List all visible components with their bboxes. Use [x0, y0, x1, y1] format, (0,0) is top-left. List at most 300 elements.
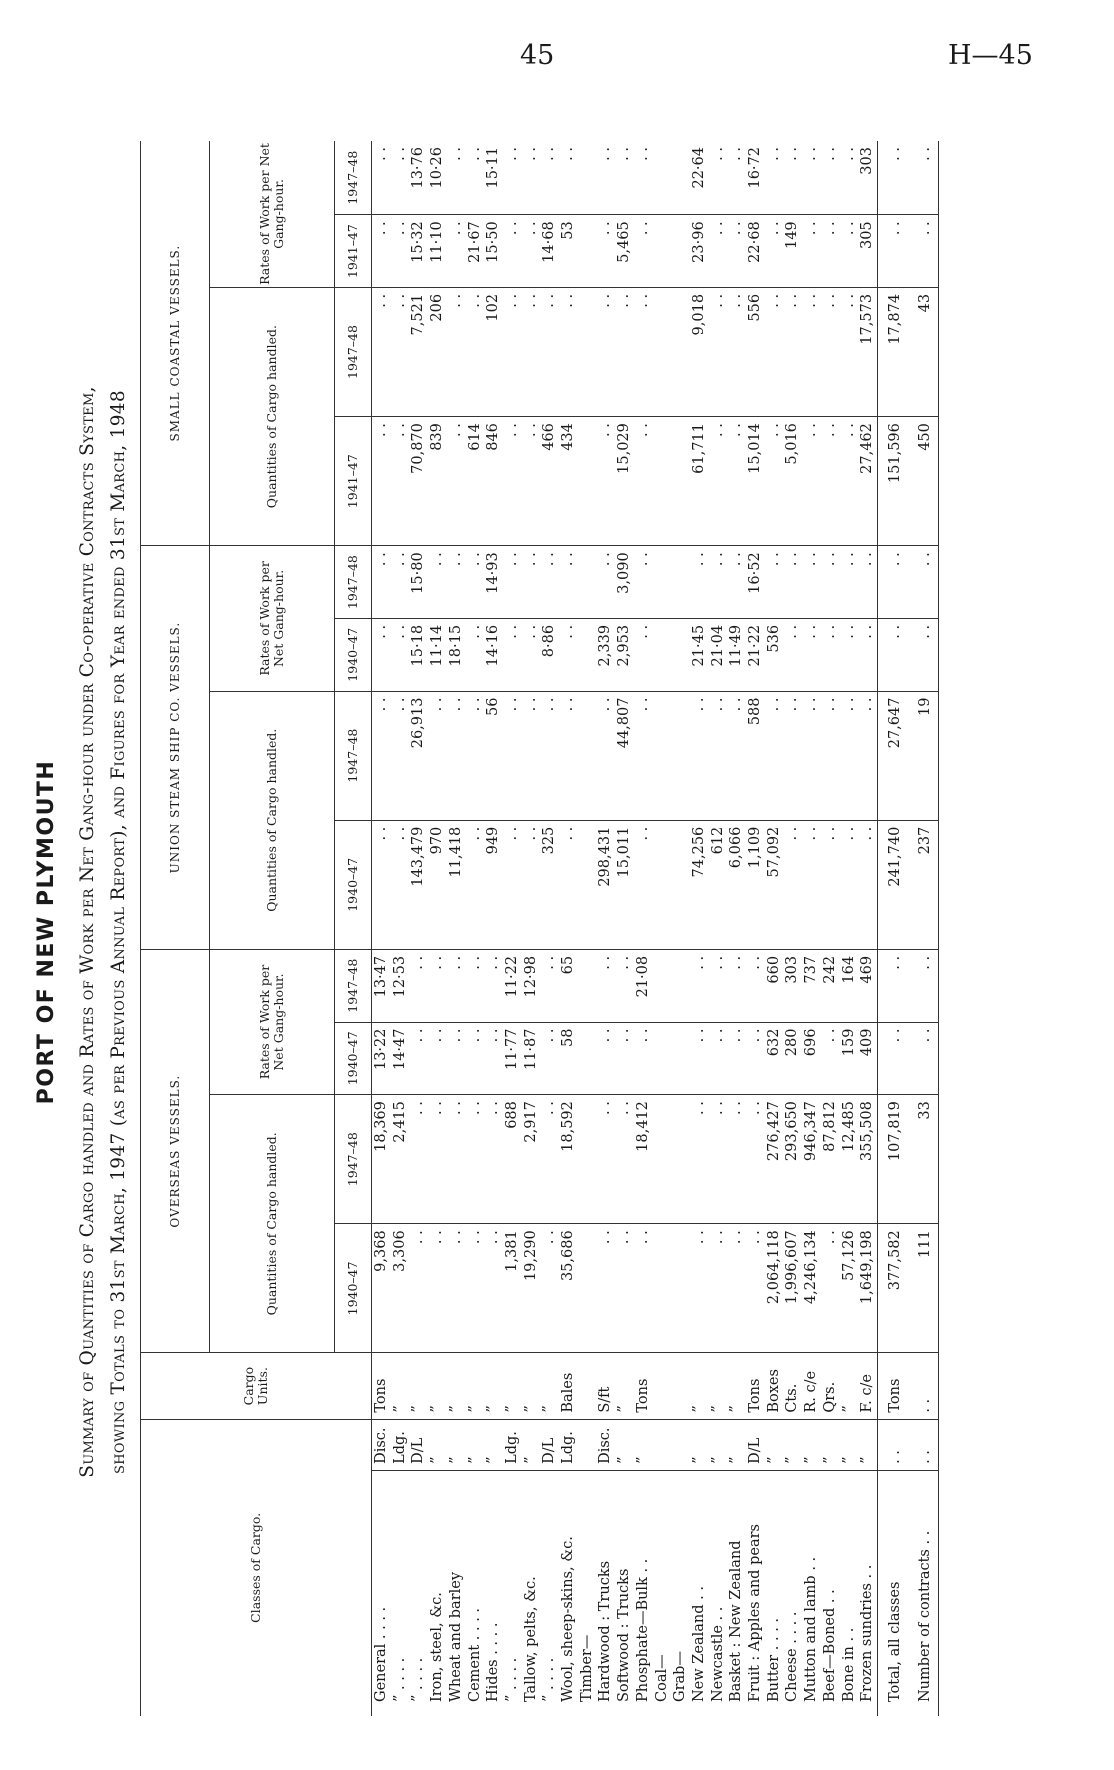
value-cell: . .	[503, 141, 522, 215]
value-cell: 469	[858, 949, 877, 1022]
value-cell	[653, 141, 672, 215]
value-cell: . .	[428, 691, 447, 820]
page-number: 45	[520, 40, 555, 71]
value-cell: . .	[466, 1095, 485, 1224]
value-cell: 70,870	[409, 417, 428, 546]
value-cell: . .	[540, 1095, 559, 1224]
value-cell: . .	[877, 215, 912, 288]
value-cell: 21·04	[709, 618, 728, 691]
value-cell: . .	[503, 546, 522, 619]
value-cell: 1,649,198	[858, 1224, 877, 1353]
value-cell: 12·53	[391, 949, 410, 1022]
value-cell: 14·47	[391, 1022, 410, 1095]
value-cell: . .	[634, 618, 653, 691]
value-cell: . .	[522, 287, 541, 416]
table-row	[409, 141, 428, 1716]
value-cell: . .	[447, 1224, 466, 1353]
value-cell: . .	[840, 546, 859, 619]
value-cell: 846	[484, 417, 503, 546]
value-cell: . .	[372, 618, 391, 691]
value-cell: . .	[690, 949, 709, 1022]
cargo-unit-cell	[653, 1353, 672, 1419]
value-cell: . .	[709, 141, 728, 215]
table-row	[690, 141, 709, 1716]
value-cell: 18,412	[634, 1095, 653, 1224]
cargo-unit-cell: ”	[391, 1353, 410, 1419]
value-cell: . .	[634, 1022, 653, 1095]
value-cell: . .	[821, 820, 840, 949]
value-cell: 23·96	[690, 215, 709, 288]
value-cell: . .	[615, 949, 634, 1022]
value-cell: . .	[428, 949, 447, 1022]
value-cell: 11·14	[428, 618, 447, 691]
value-cell	[578, 287, 597, 416]
value-cell: . .	[466, 618, 485, 691]
value-cell: 2,953	[615, 618, 634, 691]
operation-cell: D/L	[746, 1419, 765, 1470]
value-cell: . .	[503, 618, 522, 691]
table-row	[634, 141, 653, 1716]
operation-cell: ”	[522, 1419, 541, 1470]
value-cell	[671, 691, 690, 820]
value-cell: . .	[447, 1022, 466, 1095]
value-cell: 11·77	[503, 1022, 522, 1095]
value-cell: . .	[727, 287, 746, 416]
value-cell: 102	[484, 287, 503, 416]
year-header: 1940–47	[335, 618, 372, 691]
value-cell: . .	[802, 215, 821, 288]
value-cell: . .	[634, 546, 653, 619]
value-cell: . .	[746, 949, 765, 1022]
value-cell: . .	[821, 215, 840, 288]
quantities-header: Quantities of Cargo handled.	[210, 287, 335, 545]
table-row	[503, 141, 522, 1716]
page-title: PORT OF NEW PLYMOUTH	[34, 759, 59, 1105]
year-header: 1947–48	[335, 141, 372, 215]
table-row	[765, 141, 784, 1716]
cargo-unit-cell: Cts.	[783, 1353, 802, 1419]
value-cell: . .	[522, 141, 541, 215]
value-cell	[653, 949, 672, 1022]
value-cell: 10·26	[428, 141, 447, 215]
value-cell: 1,109	[746, 820, 765, 949]
table-row	[671, 141, 690, 1716]
value-cell	[578, 215, 597, 288]
value-cell: 946,347	[802, 1095, 821, 1224]
value-cell: . .	[466, 691, 485, 820]
value-cell: 27,462	[858, 417, 877, 546]
table-row	[578, 141, 597, 1716]
rates-header: Rates of Work per Net Gang-hour.	[210, 949, 335, 1094]
cargo-class-cell: Timber—	[578, 1634, 595, 1702]
value-cell: 4,246,134	[802, 1224, 821, 1353]
value-cell: . .	[596, 546, 615, 619]
value-cell: . .	[912, 1022, 939, 1095]
rates-header: Rates of Work per Net Gang-hour.	[210, 546, 335, 691]
value-cell: . .	[709, 417, 728, 546]
value-cell: . .	[447, 691, 466, 820]
cargo-class-cell: Wool, sheep-skins, &c.	[560, 1536, 577, 1702]
union-vessels-header: UNION STEAM SHIP CO. VESSELS.	[141, 546, 210, 950]
value-cell	[578, 546, 597, 619]
value-cell: 18·15	[447, 618, 466, 691]
cargo-unit-cell: ”	[709, 1353, 728, 1419]
value-cell: . .	[727, 949, 746, 1022]
value-cell: . .	[522, 215, 541, 288]
value-cell: 688	[503, 1095, 522, 1224]
value-cell: . .	[503, 820, 522, 949]
cargo-unit-cell: S/ft	[596, 1353, 615, 1419]
value-cell: . .	[615, 141, 634, 215]
cargo-unit-cell: Tons	[877, 1353, 912, 1419]
value-cell: 6,066	[727, 820, 746, 949]
value-cell: . .	[466, 949, 485, 1022]
value-cell: . .	[840, 618, 859, 691]
operation-cell: ”	[821, 1419, 840, 1470]
value-cell: . .	[765, 546, 784, 619]
value-cell: . .	[840, 141, 859, 215]
value-cell: . .	[522, 618, 541, 691]
value-cell: 33	[912, 1095, 939, 1224]
value-cell: . .	[540, 1224, 559, 1353]
cargo-class-cell: ” . . . .	[410, 1657, 427, 1702]
cargo-units-header: Cargo Units.	[141, 1353, 372, 1419]
cargo-class-cell: General . . . .	[373, 1606, 389, 1702]
value-cell: 58	[559, 1022, 578, 1095]
value-cell: 15,011	[615, 820, 634, 949]
table-caption	[72, 112, 134, 1752]
value-cell: 237	[912, 820, 939, 949]
value-cell: . .	[858, 820, 877, 949]
value-cell: . .	[840, 820, 859, 949]
value-cell: . .	[821, 287, 840, 416]
value-cell: . .	[372, 287, 391, 416]
cargo-class-cell: Coal—	[653, 1654, 670, 1702]
table-row	[802, 141, 821, 1716]
value-cell: . .	[484, 1022, 503, 1095]
cargo-unit-cell: ”	[484, 1353, 503, 1419]
value-cell: . .	[690, 1224, 709, 1353]
value-cell: 22·68	[746, 215, 765, 288]
table-row	[428, 141, 447, 1716]
classes-of-cargo-header: Classes of Cargo.	[141, 1419, 372, 1716]
value-cell	[653, 1022, 672, 1095]
value-cell: . .	[615, 1095, 634, 1224]
value-cell: . .	[409, 1095, 428, 1224]
cargo-class-cell: Butter . . . .	[765, 1617, 782, 1702]
value-cell	[671, 1022, 690, 1095]
value-cell: . .	[727, 141, 746, 215]
year-header: 1941–47	[335, 417, 372, 546]
value-cell: . .	[746, 1095, 765, 1224]
value-cell: 970	[428, 820, 447, 949]
value-cell	[578, 1095, 597, 1224]
operation-cell: ”	[690, 1419, 709, 1470]
table-row	[783, 141, 802, 1716]
value-cell: . .	[765, 287, 784, 416]
year-header: 1940–47	[335, 1022, 372, 1095]
value-cell	[578, 820, 597, 949]
value-cell: 57,126	[840, 1224, 859, 1353]
value-cell	[653, 287, 672, 416]
year-header: 1947–48	[335, 1095, 372, 1224]
value-cell: . .	[391, 820, 410, 949]
cargo-class-cell: Phosphate—Bulk . .	[634, 1558, 651, 1702]
cargo-unit-cell: Boxes	[765, 1353, 784, 1419]
value-cell: 159	[840, 1022, 859, 1095]
cargo-summary-table	[140, 141, 939, 1716]
operation-cell: ”	[634, 1419, 653, 1470]
cargo-unit-cell	[578, 1353, 597, 1419]
value-cell: 280	[783, 1022, 802, 1095]
value-cell	[671, 949, 690, 1022]
value-cell: 11·87	[522, 1022, 541, 1095]
value-cell: 737	[802, 949, 821, 1022]
value-cell: 660	[765, 949, 784, 1022]
value-cell: 107,819	[877, 1095, 912, 1224]
value-cell: . .	[709, 215, 728, 288]
value-cell: . .	[821, 618, 840, 691]
value-cell: 2,339	[596, 618, 615, 691]
value-cell: 11,418	[447, 820, 466, 949]
value-cell: 11·10	[428, 215, 447, 288]
value-cell: . .	[690, 546, 709, 619]
table-row	[840, 141, 859, 1716]
cargo-unit-cell: ”	[503, 1353, 522, 1419]
value-cell: 298,431	[596, 820, 615, 949]
cargo-unit-cell: ”	[690, 1353, 709, 1419]
value-cell: . .	[783, 141, 802, 215]
value-cell: 5,465	[615, 215, 634, 288]
value-cell: . .	[727, 417, 746, 546]
cargo-class-cell: Cement . . . .	[466, 1607, 483, 1702]
value-cell: . .	[372, 546, 391, 619]
cargo-unit-cell: Tons	[372, 1353, 391, 1419]
value-cell: . .	[428, 546, 447, 619]
value-cell: . .	[559, 546, 578, 619]
value-cell: 536	[765, 618, 784, 691]
value-cell: 15·50	[484, 215, 503, 288]
value-cell: . .	[690, 1095, 709, 1224]
value-cell: 13·22	[372, 1022, 391, 1095]
value-cell: 206	[428, 287, 447, 416]
value-cell: . .	[559, 820, 578, 949]
value-cell: 612	[709, 820, 728, 949]
total-row	[877, 141, 912, 1716]
value-cell: . .	[709, 1095, 728, 1224]
value-cell: . .	[765, 141, 784, 215]
value-cell: . .	[783, 287, 802, 416]
cargo-class-cell: Mutton and lamb . .	[803, 1556, 820, 1702]
table-row	[746, 141, 765, 1716]
value-cell: . .	[821, 1224, 840, 1353]
value-cell: . .	[877, 546, 912, 619]
value-cell: . .	[391, 141, 410, 215]
contracts-row	[912, 141, 939, 1716]
value-cell: 17,874	[877, 287, 912, 416]
cargo-class-cell: Total, all classes	[877, 1470, 912, 1716]
value-cell	[671, 417, 690, 546]
value-cell: 164	[840, 949, 859, 1022]
cargo-class-cell: Frozen sundries . .	[859, 1564, 876, 1702]
value-cell: 13·76	[409, 141, 428, 215]
value-cell	[671, 287, 690, 416]
cargo-class-cell: Hides . . . .	[485, 1622, 502, 1702]
value-cell: . .	[522, 417, 541, 546]
value-cell: . .	[409, 1224, 428, 1353]
value-cell: 434	[559, 417, 578, 546]
value-cell	[578, 417, 597, 546]
cargo-class-cell: Grab—	[672, 1651, 689, 1702]
coastal-vessels-header: SMALL COASTAL VESSELS.	[141, 141, 210, 546]
operation-cell	[578, 1419, 597, 1470]
value-cell: . .	[466, 287, 485, 416]
value-cell: . .	[727, 691, 746, 820]
value-cell: 450	[912, 417, 939, 546]
operation-cell: ”	[615, 1419, 634, 1470]
value-cell: 588	[746, 691, 765, 820]
value-cell: 19,290	[522, 1224, 541, 1353]
rotated-table-page	[12, 112, 1032, 1752]
value-cell: . .	[709, 287, 728, 416]
value-cell: . .	[615, 1022, 634, 1095]
value-cell: . .	[765, 691, 784, 820]
operation-cell: ”	[484, 1419, 503, 1470]
cargo-unit-cell: ”	[540, 1353, 559, 1419]
cargo-unit-cell: ”	[409, 1353, 428, 1419]
value-cell: . .	[840, 215, 859, 288]
cargo-unit-cell: Tons	[634, 1353, 653, 1419]
value-cell: . .	[503, 417, 522, 546]
quantities-header: Quantities of Cargo handled.	[210, 691, 335, 949]
value-cell: . .	[409, 1022, 428, 1095]
value-cell: . .	[709, 546, 728, 619]
cargo-class-cell: New Zealand . .	[690, 1586, 707, 1702]
cargo-class-cell: ” . . . .	[503, 1657, 520, 1702]
value-cell: . .	[447, 949, 466, 1022]
value-cell: 409	[858, 1022, 877, 1095]
value-cell: . .	[858, 546, 877, 619]
value-cell: . .	[391, 691, 410, 820]
value-cell: . .	[409, 949, 428, 1022]
value-cell: . .	[447, 215, 466, 288]
operation-cell: Ldg.	[391, 1419, 410, 1470]
table-row	[596, 141, 615, 1716]
value-cell: 325	[540, 820, 559, 949]
value-cell: . .	[821, 141, 840, 215]
cargo-class-cell: Tallow, pelts, &c.	[522, 1576, 539, 1702]
operation-cell: Ldg.	[503, 1419, 522, 1470]
cargo-class-cell: Number of contracts . .	[912, 1470, 939, 1716]
value-cell: . .	[540, 949, 559, 1022]
value-cell: 1,381	[503, 1224, 522, 1353]
value-cell: . .	[596, 417, 615, 546]
cargo-unit-cell: F. c/e	[858, 1353, 877, 1419]
table-row	[372, 141, 391, 1716]
operation-cell: ”	[802, 1419, 821, 1470]
value-cell: 15·11	[484, 141, 503, 215]
cargo-unit-cell: ”	[447, 1353, 466, 1419]
value-cell: . .	[372, 141, 391, 215]
value-cell: 614	[466, 417, 485, 546]
value-cell: . .	[503, 215, 522, 288]
value-cell: . .	[559, 691, 578, 820]
value-cell: 17,573	[858, 287, 877, 416]
value-cell: . .	[840, 417, 859, 546]
cargo-unit-cell: ”	[615, 1353, 634, 1419]
cargo-class-cell: Basket : New Zealand	[728, 1540, 745, 1702]
value-cell: 8·86	[540, 618, 559, 691]
value-cell: 11·22	[503, 949, 522, 1022]
value-cell: . .	[615, 287, 634, 416]
caption-line-2: showing Totals to 31st March, 1947 (as per Previous Annual Report), and Figures for Year ended 31st March, 1948	[108, 390, 129, 1474]
cargo-class-cell: ” . . . .	[391, 1657, 408, 1702]
value-cell: 293,650	[783, 1095, 802, 1224]
value-cell	[671, 141, 690, 215]
value-cell	[671, 820, 690, 949]
value-cell: . .	[466, 546, 485, 619]
value-cell: . .	[858, 618, 877, 691]
cargo-unit-cell: ”	[428, 1353, 447, 1419]
cargo-class-cell: Cheese . . . .	[784, 1611, 801, 1702]
value-cell: 18,592	[559, 1095, 578, 1224]
value-cell: 632	[765, 1022, 784, 1095]
value-cell: 111	[912, 1224, 939, 1353]
value-cell: . .	[372, 417, 391, 546]
value-cell: 3,090	[615, 546, 634, 619]
value-cell: . .	[522, 546, 541, 619]
value-cell: . .	[596, 1224, 615, 1353]
value-cell: . .	[783, 820, 802, 949]
value-cell	[653, 820, 672, 949]
value-cell: . .	[391, 215, 410, 288]
cargo-class-cell: Newcastle . .	[709, 1606, 726, 1702]
value-cell: . .	[912, 215, 939, 288]
cargo-unit-cell: ”	[466, 1353, 485, 1419]
value-cell	[653, 618, 672, 691]
cargo-class-cell: ” . . . .	[541, 1657, 558, 1702]
cargo-unit-cell: ”	[522, 1353, 541, 1419]
value-cell: 7,521	[409, 287, 428, 416]
value-cell: . .	[821, 546, 840, 619]
value-cell: . .	[877, 949, 912, 1022]
value-cell	[578, 949, 597, 1022]
value-cell: . .	[802, 287, 821, 416]
value-cell: . .	[559, 141, 578, 215]
value-cell	[653, 546, 672, 619]
table-body	[372, 141, 939, 1716]
value-cell	[578, 1224, 597, 1353]
value-cell: . .	[858, 691, 877, 820]
value-cell: . .	[634, 691, 653, 820]
value-cell: . .	[727, 546, 746, 619]
value-cell: . .	[765, 417, 784, 546]
value-cell: 21·08	[634, 949, 653, 1022]
value-cell: . .	[559, 287, 578, 416]
operation-cell: Disc.	[372, 1419, 391, 1470]
value-cell: . .	[466, 820, 485, 949]
value-cell: 303	[783, 949, 802, 1022]
value-cell: 9,018	[690, 287, 709, 416]
value-cell: 556	[746, 287, 765, 416]
value-cell: . .	[447, 1095, 466, 1224]
value-cell: . .	[540, 287, 559, 416]
operation-cell: ”	[466, 1419, 485, 1470]
value-cell	[653, 691, 672, 820]
value-cell: . .	[522, 691, 541, 820]
operation-cell: ”	[709, 1419, 728, 1470]
value-cell: . .	[912, 949, 939, 1022]
